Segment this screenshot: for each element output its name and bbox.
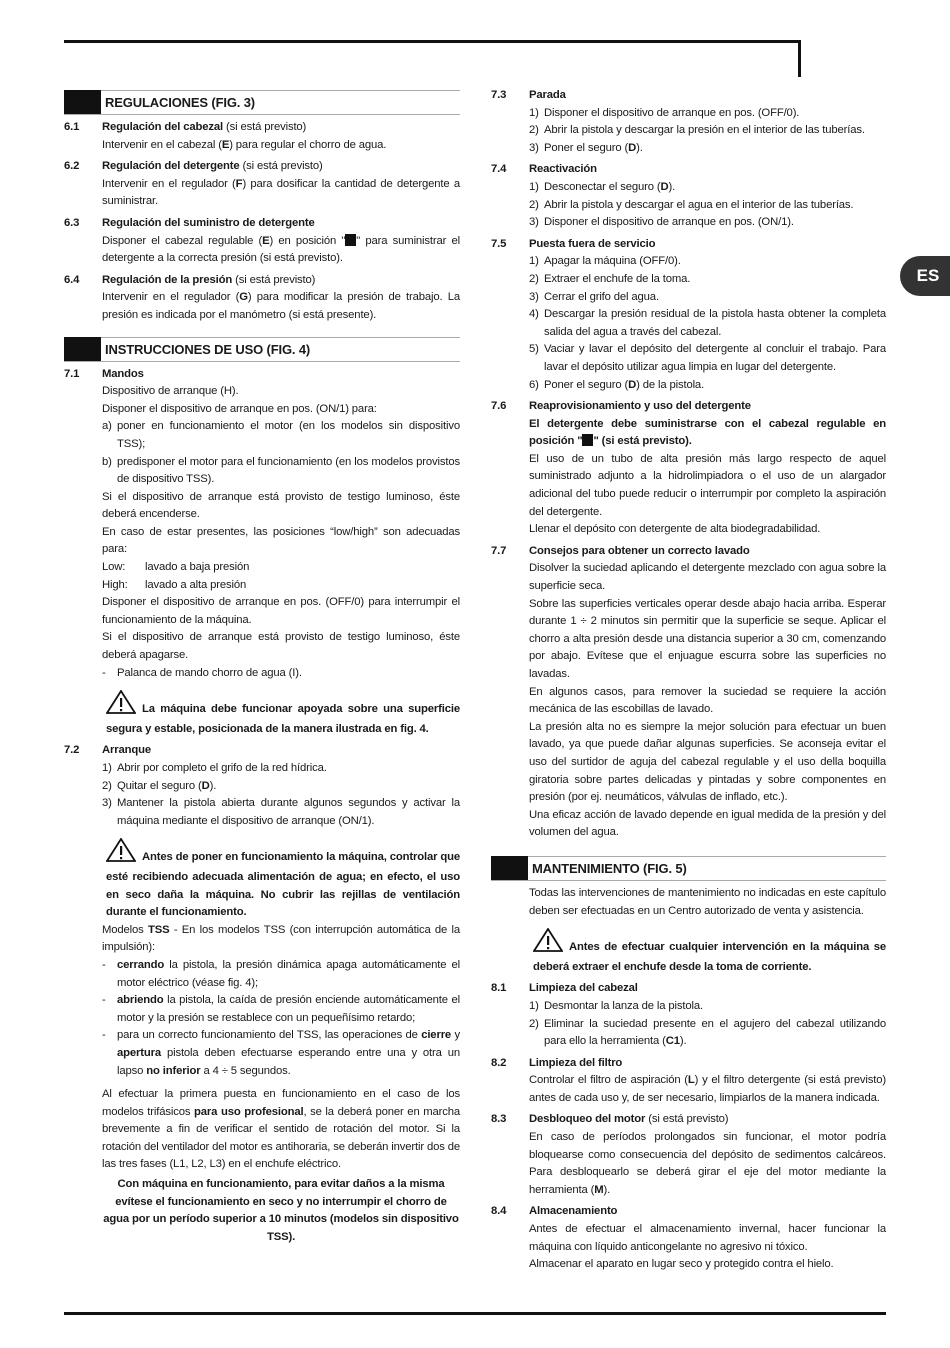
list-marker: 1) (529, 999, 539, 1012)
text: Vaciar y lavar el depósito del detergente al concluir el trabajo. Para lavar el depósito utilizar agua limpia en lugar del detergente. (544, 343, 886, 373)
bold-text: cerrando (117, 958, 165, 971)
text: El uso de un tubo de alta presión más largo respecto de aquel suministrado adjunto a la hidrolimpiadora o el uso de un alargador adicional del tubo puede reducir o interrumpir por completo la aspiración del detergente. (529, 452, 886, 518)
item-number: 7.7 (491, 544, 507, 557)
section-8-title: MANTENIMIENTO (FIG. 5) (528, 856, 886, 880)
warning-text: Antes de efectuar cualquier intervención en la máquina se deberá extraer el enchufe desde la toma de corriente. (533, 941, 886, 973)
text: Disponer el cabezal regulable ( (102, 234, 263, 247)
mode-row-low (102, 559, 460, 577)
text: " para suministrar el detergente a la correcta presión (si está previsto). (102, 234, 461, 265)
text: ) en posición " (269, 234, 346, 247)
item-number: 8.2 (491, 1056, 507, 1069)
text: Poner el seguro ( (544, 378, 629, 391)
item-number: 6.4 (64, 273, 80, 286)
item-title: Almacenamiento (529, 1205, 618, 1218)
text: Antes de efectuar el almacenamiento invernal, hacer funcionar la máquina con líquido anticongelante no agresivo ni tóxico. (529, 1223, 886, 1253)
item-number: 6.1 (64, 121, 80, 133)
text: Modelos (102, 923, 148, 936)
text: , se la deberá poner en marcha brevemente a fin de verificar el sentido de rotación del motor. Si la rotación del ventilador del motor es antihoraria, se deberán invertir dos de las tres fases (L1, L2, L3) en el enchufe eléctrico. (102, 1105, 461, 1171)
text: Al efectuar la primera puesta en funcionamiento en el caso de los modelos trifásicos (102, 1088, 460, 1118)
item-title: Limpieza del filtro (529, 1056, 623, 1069)
item-7-6 (491, 398, 886, 539)
list-marker: - (102, 958, 106, 971)
text: la pistola, la caída de presión enciende automáticamente el motor y la presión se restablece con un pequeñísimo retardo; (117, 994, 460, 1024)
text: Disponer el dispositivo de arranque en pos. (OFF/0). (544, 106, 800, 119)
item-6-2 (64, 158, 460, 211)
text: ). (636, 141, 643, 154)
text: y (451, 1029, 460, 1042)
item-number: 8.1 (491, 982, 507, 995)
item-title: Regulación del detergente (102, 160, 240, 173)
list-item (529, 179, 886, 197)
ref-letter: D (201, 779, 210, 792)
warning-7-2 (106, 838, 460, 921)
text: ). (668, 180, 676, 193)
text: Eliminar la suciedad presente en el agujero del cabezal utilizando para ello la herramienta ( (544, 1017, 886, 1048)
text: ) de la pistola. (636, 378, 705, 391)
section-7-title: INSTRUCCIONES DE USO (FIG. 4) (101, 337, 460, 361)
section-6-title: REGULACIONES (FIG. 3) (101, 90, 460, 114)
list-item (102, 795, 460, 830)
list-item (529, 289, 886, 307)
item-number: 6.2 (64, 160, 80, 173)
text: La presión alta no es siempre la mejor solución para efectuar un buen lavado, ya que puede dañar algunas superficies. Se aconseja evitar el uso del surtidor de aguja del cabezal regulable y el uso della boquilla giratoria sobre partes delicadas y pintadas y sobre componentes en presión (por ej. neumáticos, válvulas de inflado, etc.). (529, 720, 886, 804)
text: poner en funcionamiento el motor (en los modelos sin dispositivo TSS); (117, 420, 460, 450)
item-6-1 (64, 119, 460, 154)
text: En algunos casos, para remover la suciedad se requiere la acción mecánica de las escobillas de lavado. (529, 685, 886, 716)
ref-letter: D (628, 378, 637, 391)
list-item (529, 214, 886, 232)
list-item (102, 1027, 460, 1080)
item-number: 6.3 (64, 216, 80, 229)
item-title: Puesta fuera de servicio (529, 237, 656, 250)
item-title: Mandos (102, 367, 144, 380)
list-item (529, 140, 886, 158)
bold-note: Con máquina en funcionamiento, para evitar daños a la misma evítese el funcionamiento en seco y no interrumpir el chorro de agua por un período superior a 10 minutos (modelos sin dispositivo TSS). (103, 1178, 459, 1243)
item-8-1 (491, 980, 886, 998)
text: Abrir la pistola y descargar el agua en el interior de las tuberías. (544, 198, 854, 211)
item-7-4 (491, 161, 886, 179)
bold-text: abriendo (117, 994, 164, 1007)
ref-letter: M (594, 1183, 604, 1196)
item-number: 7.4 (491, 163, 507, 176)
bold-text: no inferior (146, 1064, 201, 1077)
text: Quitar el seguro ( (117, 779, 202, 792)
ref-letter: L (687, 1074, 695, 1087)
text: Intervenir en el cabezal ( (102, 138, 222, 151)
ref-letter: G (239, 291, 248, 304)
list-marker: a) (102, 420, 112, 433)
left-column (64, 90, 460, 1246)
list-marker: 3) (529, 290, 539, 303)
bold-text: cierre (421, 1029, 452, 1042)
list-marker: 1) (529, 255, 539, 268)
text: la pistola, la presión dinámica apaga automáticamente el motor eléctrico (véase fig. 4); (117, 958, 460, 989)
item-condition: (si está previsto) (223, 121, 307, 133)
top-corner-rule (798, 40, 801, 77)
text: Apagar la máquina (OFF/0). (544, 255, 681, 268)
text: Dispositivo de arranque (H). (102, 385, 239, 398)
item-6-3 (64, 215, 460, 268)
item-title: Reaprovisionamiento y uso del detergente (529, 400, 751, 413)
list-marker: 1) (529, 106, 539, 119)
item-number: 7.5 (491, 237, 507, 250)
list-item (529, 341, 886, 376)
text: En caso de períodos prolongados sin funcionar, el motor podría bloquearse como consecuencia del depósito de sedimentos calcáreos. Para desbloquearlo se deberá girar el eje del motor mediante la herramienta ( (529, 1131, 886, 1196)
item-title: Consejos para obtener un correcto lavado (529, 544, 750, 557)
list-item (529, 998, 886, 1016)
item-number: 8.4 (491, 1205, 507, 1218)
text: Desmontar la lanza de la pistola. (544, 999, 703, 1012)
bold-text: " (si está previsto). (593, 435, 692, 448)
text: Desconectar el seguro ( (544, 180, 661, 193)
text: Intervenir en el regulador ( (102, 177, 236, 190)
bold-text: apertura (117, 1046, 162, 1059)
list-item (102, 778, 460, 796)
text: Si el dispositivo de arranque está provisto de testigo luminoso, éste deberá apagarse. (102, 631, 460, 662)
warning-icon (533, 928, 563, 959)
list-marker: 2) (529, 198, 539, 211)
warning-text: Antes de poner en funcionamiento la máquina, controlar que esté recibiendo adecuada alimentación de agua; en efecto, el uso en seco daña la máquina. No cubrir las rejillas de ventilación durante el funcionamiento. (106, 851, 460, 919)
text: ) para dosificar la cantidad de detergente a suministrar. (102, 177, 461, 208)
ref-letter: E (262, 234, 270, 247)
list-item (102, 992, 460, 1027)
item-number: 8.3 (491, 1113, 507, 1126)
list-marker: - (102, 1029, 106, 1042)
bold-text: TSS (147, 923, 170, 936)
bold-text: para uso profesional (194, 1105, 304, 1118)
item-condition: (si está previsto) (645, 1113, 729, 1126)
text: Abrir por completo el grifo de la red hídrica. (117, 762, 327, 774)
ref-letter: F (235, 177, 243, 190)
list-item (529, 1016, 886, 1051)
item-title: Parada (529, 89, 566, 101)
right-column (491, 87, 886, 1274)
item-title: Reactivación (529, 163, 597, 176)
list-item (529, 122, 886, 140)
text: Poner el seguro ( (544, 141, 629, 154)
list-marker: 1) (529, 180, 539, 193)
list-item (529, 105, 886, 123)
list-marker: 4) (529, 308, 539, 321)
item-8-2 (491, 1055, 886, 1108)
item-number: 7.6 (491, 400, 507, 413)
item-6-4 (64, 272, 460, 325)
list-item (102, 418, 460, 453)
section-marker (491, 856, 528, 880)
item-title: Limpieza del cabezal (529, 982, 638, 995)
item-condition: (si está previsto) (232, 273, 316, 286)
list-marker: 1) (102, 762, 112, 774)
list-marker: 3) (102, 797, 112, 810)
item-8-4 (491, 1203, 886, 1273)
list-marker: 2) (529, 124, 539, 137)
text: ). (209, 779, 217, 792)
item-title: Regulación de la presión (102, 273, 233, 286)
text: Mantener la pistola abierta durante algunos segundos y activar la máquina mediante el dispositivo de arranque (ON/1). (117, 797, 460, 827)
detergent-position-icon (582, 434, 593, 446)
text: Disponer el dispositivo de arranque en pos. (OFF/0) para interrumpir el funcionamiento de la máquina. (102, 596, 460, 626)
bottom-rule (64, 1312, 886, 1315)
item-number: 7.1 (64, 367, 80, 380)
section-marker (64, 90, 101, 114)
warning-icon (106, 690, 136, 721)
text: Extraer el enchufe de la toma. (544, 272, 691, 285)
item-title: Arranque (102, 744, 152, 757)
text: Almacenar el aparato en lugar seco y protegido contra el hielo. (529, 1258, 834, 1271)
list-item (102, 665, 460, 683)
warning-8 (533, 928, 886, 976)
item-7-1 (64, 366, 460, 419)
list-marker: - (102, 994, 106, 1007)
text: Cerrar el grifo del agua. (544, 290, 659, 303)
text: ) y el filtro detergente (si está previsto) antes de cada uso y, de ser necesario, limpiarlos de la manera indicada. (529, 1074, 886, 1104)
list-item (102, 454, 460, 489)
list-marker: b) (102, 455, 112, 468)
list-marker: 2) (102, 779, 112, 792)
text: predisponer el motor para el funcionamiento (en los modelos provistos de dispositivo TSS). (117, 455, 460, 486)
list-item (529, 197, 886, 215)
list-item (529, 271, 886, 289)
text: Palanca de mando chorro de agua (I). (117, 666, 302, 679)
list-item (102, 957, 460, 992)
section-7-header (64, 337, 460, 362)
text: Llenar el depósito con detergente de alta biodegradabilidad. (529, 523, 821, 536)
mode-row-high (102, 577, 460, 595)
warning-text: La máquina debe funcionar apoyada sobre una superficie segura y estable, posicionada de la manera ilustrada en fig. 4. (106, 703, 460, 735)
text: Si el dispositivo de arranque está provisto de testigo luminoso, éste deberá encenderse. (102, 490, 460, 521)
item-title: Regulación del cabezal (102, 121, 224, 133)
list-marker: 6) (529, 378, 539, 391)
text: Disponer el dispositivo de arranque en pos. (ON/1). (544, 216, 794, 229)
mode-value: lavado a alta presión (145, 578, 247, 591)
ref-letter: D (660, 180, 669, 193)
section-6-header (64, 90, 460, 115)
text: pistola deben efectuarse esperando entre una y otra un lapso (117, 1046, 460, 1077)
warning-7-1 (106, 690, 460, 738)
list-marker: 3) (529, 216, 539, 229)
text: En caso de estar presentes, las posiciones “low/high” son adecuadas para: (102, 525, 460, 556)
ref-letter: C1 (665, 1035, 680, 1048)
text: Abrir la pistola y descargar la presión en el interior de las tuberías. (544, 124, 865, 137)
item-number: 7.3 (491, 89, 507, 101)
item-8-3 (491, 1111, 886, 1199)
list-item (529, 253, 886, 271)
detergent-position-icon (345, 234, 356, 246)
text: Una eficaz acción de lavado depende en igual medida de la presión y del volumen del agua. (529, 808, 886, 839)
bold-text: El detergente debe suministrarse con el cabezal regulable en posición " (529, 417, 886, 448)
item-condition: (si está previsto) (239, 160, 323, 173)
text: Disolver la suciedad aplicando el detergente mezclado con agua sobre la superficie seca. (529, 562, 886, 593)
mode-key: Low: (102, 561, 126, 574)
text: ). (603, 1183, 611, 1196)
item-number: 7.2 (64, 744, 80, 757)
list-item (529, 306, 886, 341)
text: ). (679, 1035, 687, 1048)
mode-key: High: (102, 578, 128, 591)
text: - En los modelos TSS (con interrupción automática de la impulsión): (102, 923, 460, 954)
list-marker: 2) (529, 1017, 539, 1030)
list-marker: 3) (529, 141, 539, 154)
text: ) para modificar la presión de trabajo. La presión es indicada por el manómetro (si está presente). (102, 291, 460, 321)
text: Controlar el filtro de aspiración ( (529, 1074, 688, 1087)
item-7-5 (491, 236, 886, 254)
mode-value: lavado a baja presión (145, 561, 250, 574)
list-marker: - (102, 666, 106, 679)
text: Disponer el dispositivo de arranque en pos. (ON/1) para: (102, 402, 377, 415)
text: Sobre las superficies verticales operar desde abajo hacia arriba. Esperar durante 1 ÷ 2 minutos sin permitir que la superficie se seque. Aplicar el chorro a alta presión desde una distancia superior a 30 cm, comenzando por abajo. Evítese que el enjuague escurra sobre las superficies no lavadas. (529, 597, 886, 680)
text: ) para regular el chorro de agua. (229, 138, 387, 151)
warning-icon (106, 838, 136, 869)
top-rule (64, 40, 801, 43)
text: Todas las intervenciones de mantenimiento no indicadas en este capítulo deben ser efectuadas en un Centro autorizado de venta y asistencia. (529, 886, 886, 917)
item-title: Regulación del suministro de detergente (102, 216, 315, 229)
list-marker: 5) (529, 343, 539, 356)
text: Intervenir en el regulador ( (102, 291, 240, 304)
list-item (529, 377, 886, 395)
text: a 4 ÷ 5 segundos. (200, 1064, 291, 1077)
language-tab: ES (900, 256, 950, 296)
item-7-7 (491, 543, 886, 842)
text: para un correcto funcionamiento del TSS, las operaciones de (117, 1029, 422, 1042)
ref-letter: E (221, 138, 230, 151)
ref-letter: D (628, 141, 637, 154)
item-7-2 (64, 742, 460, 760)
item-7-3 (491, 87, 886, 105)
text: Descargar la presión residual de la pistola hasta obtener la completa salida del agua a través del cabezal. (544, 308, 886, 338)
item-title: Desbloqueo del motor (529, 1113, 646, 1126)
list-marker: 2) (529, 272, 539, 285)
section-8-header (491, 856, 886, 881)
section-marker (64, 337, 101, 361)
list-item (102, 760, 460, 778)
